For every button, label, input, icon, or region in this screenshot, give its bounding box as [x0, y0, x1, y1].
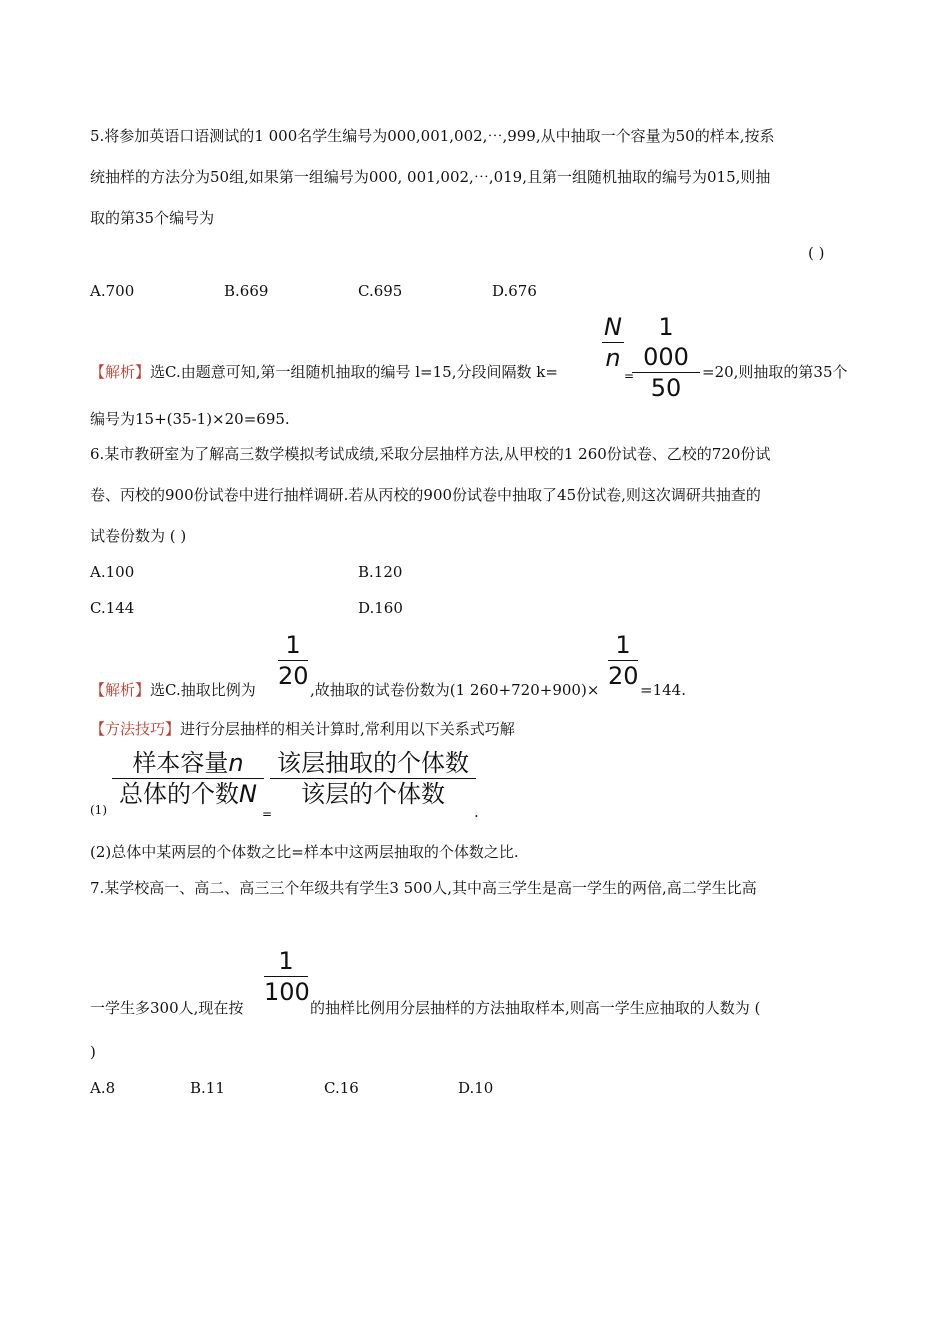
q6-option-a: A.100	[90, 563, 135, 581]
q7-fraction-1-over-100	[264, 946, 308, 1007]
q6-solution-pre: 选C.抽取比例为	[150, 681, 256, 699]
q6-solution-line	[90, 680, 256, 700]
q5-fraction-N-over-n	[602, 312, 624, 373]
q5-line-1: 5.将参加英语口语测试的1 000名学生编号为000,001,002,⋯,999,从中抽取一个容量为50的样本,按系	[90, 127, 775, 145]
q5-answer-paren: ( )	[808, 244, 825, 262]
q6-fraction-1-over-20-a	[278, 630, 308, 691]
q6-tip1-fraction-right	[270, 748, 476, 809]
q7-line-3: )	[90, 1043, 96, 1061]
q5-solution-line-2: 编号为15+(35-1)×20=695.	[90, 410, 290, 428]
q5-solution-pre: 选C.由题意可知,第一组随机抽取的编号 l=15,分段间隔数 k=	[150, 363, 558, 381]
q5-frac-n: n	[605, 344, 621, 372]
q5-option-a: A.700	[90, 282, 135, 300]
q7-frac-num: 1	[278, 947, 294, 975]
q7-option-c: C.16	[324, 1079, 359, 1097]
q5-frac-N: N	[604, 313, 622, 341]
q5-fraction-1000-over-50	[632, 312, 700, 403]
q5-line-3: 取的第35个编号为	[90, 209, 215, 227]
q6-fraction-1-over-20-b	[608, 630, 638, 691]
q6-frac2-num: 1	[615, 631, 631, 659]
q5-option-b: B.669	[224, 282, 269, 300]
q5-solution-line-1	[90, 362, 558, 382]
q6-tip1-eq: =	[262, 807, 273, 821]
q6-option-b: B.120	[358, 563, 403, 581]
q6-tip1-num-b: 该层抽取的个体数	[277, 749, 469, 777]
q6-line-3: 试卷份数为 ( )	[90, 527, 187, 545]
q6-frac1-den: 20	[278, 662, 309, 690]
q5-option-c: C.695	[358, 282, 403, 300]
q7-line-2-post: 的抽样比例用分层抽样的方法抽取样本,则高一学生应抽取的人数为 (	[310, 999, 761, 1017]
q6-tip-line	[90, 719, 515, 739]
q6-tip2: (2)总体中某两层的个体数之比=样本中这两层抽取的个体数之比.	[90, 843, 519, 861]
q6-solution-mid: ,故抽取的试卷份数为(1 260+720+900)×	[310, 681, 600, 699]
q5-eq-sign: =	[624, 369, 635, 383]
q6-solution-post: =144.	[640, 681, 686, 699]
q5-frac-den: 50	[650, 374, 682, 402]
q6-tip1-label: (1)	[90, 803, 107, 817]
q5-solution-tag: 【解析】	[90, 363, 151, 381]
q5-option-d: D.676	[492, 282, 537, 300]
q6-tip-tag: 【方法技巧】	[90, 720, 181, 738]
q6-line-1: 6.某市教研室为了解高三数学模拟考试成绩,采取分层抽样方法,从甲校的1 260份试卷、乙校的720份试	[90, 445, 771, 463]
q7-option-d: D.10	[458, 1079, 494, 1097]
q7-line-2-pre: 一学生多300人,现在按	[90, 999, 244, 1017]
q5-solution-post: =20,则抽取的第35个	[702, 363, 848, 381]
q5-line-2: 统抽样的方法分为50组,如果第一组编号为000, 001,002,⋯,019,且第一组随机抽取的编号为015,则抽	[90, 168, 771, 186]
q6-option-d: D.160	[358, 599, 403, 617]
q6-tip1-fraction-left	[112, 748, 264, 809]
q6-tip1-num-a: 样本容量	[132, 749, 229, 777]
q7-option-b: B.11	[190, 1079, 225, 1097]
q6-tip1-den-b: 该层的个体数	[301, 780, 445, 808]
q7-frac-den: 100	[264, 978, 310, 1006]
q6-frac2-den: 20	[608, 662, 639, 690]
q6-tip-text: 进行分层抽样的相关计算时,常利用以下关系式巧解	[180, 720, 515, 738]
q6-tip1-den-var: N	[239, 780, 257, 808]
q7-line-1: 7.某学校高一、高二、高三三个年级共有学生3 500人,其中高三学生是高一学生的两倍,高二学生比高	[90, 879, 757, 897]
q6-tip1-den-a: 总体的个数	[119, 780, 240, 808]
q6-tip1-end: .	[474, 803, 479, 821]
q6-option-c: C.144	[90, 599, 135, 617]
q6-line-2: 卷、丙校的900份试卷中进行抽样调研.若从丙校的900份试卷中抽取了45份试卷,则这次调研共抽查的	[90, 486, 761, 504]
q7-option-a: A.8	[90, 1079, 116, 1097]
q6-solution-tag: 【解析】	[90, 681, 151, 699]
q6-frac1-num: 1	[285, 631, 301, 659]
q5-frac-num: 1 000	[643, 313, 689, 371]
q6-tip1-num-var: n	[228, 749, 244, 777]
